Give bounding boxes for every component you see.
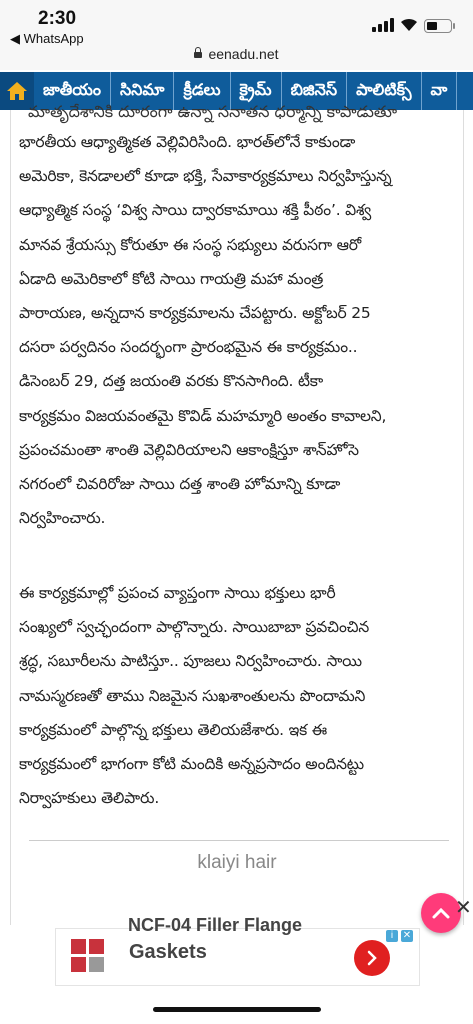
article-paragraph-1: [19, 125, 463, 535]
nav-item-more[interactable]: వా: [422, 72, 458, 110]
ad-open-button[interactable]: [354, 940, 390, 976]
nav-item-sports[interactable]: క్రీడలు: [174, 72, 230, 110]
text-line: పారాయణ, అన్నదాన కార్యక్రమాలను చేపట్టారు. అక్టోబర్ 25: [19, 304, 371, 323]
signal-icon: [372, 18, 396, 32]
chevron-up-icon: [432, 907, 450, 919]
text-line: నామస్మరణతో తాము నిజమైన సుఖశాంతులను పొందామని: [19, 686, 366, 705]
close-icon[interactable]: ✕: [455, 895, 472, 919]
nav-item-politics[interactable]: పాలిటిక్స్: [347, 72, 421, 110]
text-line: కార్యక్రమంలో భాగంగా కోటి మందికి అన్నప్రసాదం అందినట్టు: [19, 755, 364, 774]
nav-item-cinema[interactable]: సినిమా: [111, 72, 175, 110]
article-body: [10, 102, 464, 925]
nav-item-national[interactable]: జాతీయం: [34, 72, 111, 110]
ad-partial-headline: NCF-04 Filler Flange: [128, 915, 303, 935]
status-bar: [0, 0, 473, 70]
nav-item-crime[interactable]: క్రైమ్: [231, 72, 282, 110]
text-line: ఈ కార్యక్రమాల్లో ప్రపంచ వ్యాప్తంగా సాయి భక్తులు భారీ: [19, 584, 336, 602]
text-line: ఏడాది అమెరికాలో కోటి సాయి గాయత్రి మహా మంత్ర: [19, 269, 324, 288]
text-line: ప్రపంచమంతా శాంతి వెల్లివిరియాలని ఆకాంక్షిస్తూ శాన్‌హోసె: [19, 440, 359, 459]
back-to-whatsapp-link[interactable]: ◀ WhatsApp: [10, 31, 84, 46]
article-paragraph-2: [19, 576, 463, 815]
url-text: eenadu.net: [208, 46, 279, 62]
text-line: కార్యక్రమం విజయవంతమై కొవిడ్ మహమ్మారి అంతం కావాలని,: [19, 406, 387, 425]
text-line: సంఖ్యలో స్వచ్ఛందంగా పాల్గొన్నారు. సాయిబాబా ప్రవచించిన: [19, 618, 370, 637]
clock: 2:30: [38, 8, 77, 29]
sponsored-label[interactable]: klaiyi hair: [197, 852, 277, 873]
text-line: డిసెంబర్ 29, దత్త జయంతి వరకు కొనసాగింది. టీకా: [19, 372, 323, 391]
text-line: దసరా పర్వదినం సందర్భంగా ప్రారంభమైన ఈ కార్యక్రమం..: [19, 338, 358, 357]
text-line: కార్యక్రమంలో పాల్గొన్న భక్తులు తెలియజేశారు. ఇక ఈ: [19, 720, 327, 739]
text-line: నిర్వహించారు.: [19, 509, 106, 528]
ad-logo-icon: [71, 939, 105, 973]
text-line: నగరంలో చివరిరోజు సాయి దత్త శాంతి హోమాన్ని కూడా: [19, 475, 341, 494]
home-indicator[interactable]: [153, 1007, 321, 1012]
lock-icon: [194, 52, 202, 58]
text-line: ఆధ్యాత్మిక సంస్థ ‘విశ్వ సాయి ద్వారకామాయి శక్తి పీఠం’. విశ్వ: [19, 201, 372, 220]
wifi-icon: [399, 16, 419, 36]
nav-item-business[interactable]: బిజినెస్: [282, 72, 348, 110]
text-line: భారతీయ ఆధ్యాత్మికత వెల్లివిరిసింది. భారత్‌లోనే కాకుండా: [19, 133, 356, 151]
home-icon: [6, 81, 28, 101]
article-text-cut-line: మాతృదేశానికి దూరంగా ఉన్నా సనాతన ధర్మాన్ని కాపాడుతూ: [28, 102, 398, 121]
ad-close-icon[interactable]: ✕: [402, 930, 412, 941]
divider: [29, 840, 449, 841]
info-icon: i: [386, 930, 398, 942]
chevron-right-icon: [366, 950, 378, 966]
text-line: నిర్వాహకులు తెలిపారు.: [19, 789, 160, 808]
battery-icon: [424, 19, 452, 33]
ad-banner[interactable]: [55, 915, 420, 986]
adchoices-icon[interactable]: [386, 929, 418, 943]
text-line: శ్రద్ధ, సబూరీలను పాటిస్తూ.. పూజలు నిర్వహించారు. సాయి: [19, 652, 362, 671]
ad-title: Gaskets: [129, 941, 207, 963]
text-line: మానవ శ్రేయస్సు కోరుతూ ఈ సంస్థ సభ్యులు వరుసగా ఆరో: [19, 235, 362, 254]
address-bar[interactable]: [0, 46, 473, 62]
text-line: అమెరికా, కెనడాలలో కూడా భక్తి, సేవాకార్యక్రమాలు నిర్వహిస్తున్న: [19, 167, 392, 186]
